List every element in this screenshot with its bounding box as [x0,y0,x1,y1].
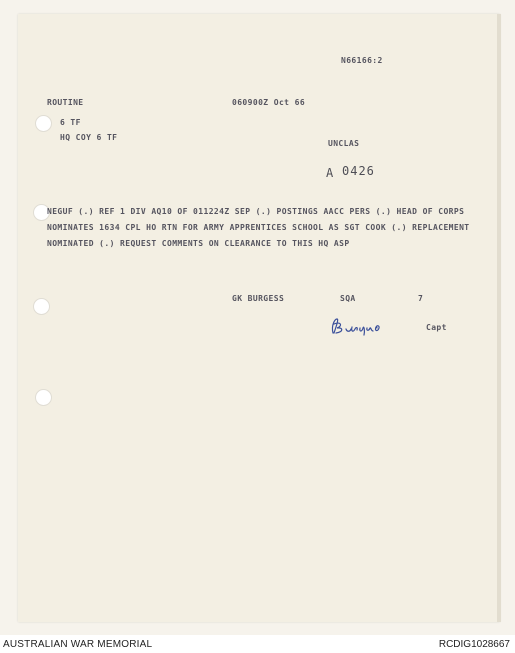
message-body-line-1: NEGUF (.) REF 1 DIV AQ10 OF 011224Z SEP (.) POSTINGS AACC PERS (.) HEAD OF CORPS [47,207,465,216]
serial-number: 0426 [342,164,375,178]
addressee-1: 6 TF [60,118,81,127]
signature-rank: Capt [426,323,447,332]
addressee-2: HQ COY 6 TF [60,133,118,142]
punch-hole-3 [33,298,50,315]
classification: UNCLAS [328,139,360,148]
handwritten-signature [327,315,397,337]
reference-number: N66166:2 [341,56,383,65]
message-body-line-2: NOMINATES 1634 CPL HO RTN FOR ARMY APPRENTICES SCHOOL AS SGT COOK (.) REPLACEMENT [47,223,470,232]
message-body-line-3: NOMINATED (.) REQUEST COMMENTS ON CLEARANCE TO THIS HQ ASP [47,239,350,248]
originator-extension: 7 [418,294,424,303]
archive-footer [0,635,515,653]
sheet-edge [497,14,501,622]
archive-record-id: RCDIG1028667 [438,639,510,650]
punch-hole-4 [35,389,52,406]
punch-hole-1 [35,115,52,132]
date-time-group: 060900Z Oct 66 [232,98,306,107]
originator-unit: SQA [340,294,356,303]
originator-name: GK BURGESS [232,294,285,303]
serial-prefix: A [326,166,335,180]
archive-name: AUSTRALIAN WAR MEMORIAL [3,639,153,650]
precedence: ROUTINE [47,98,84,107]
